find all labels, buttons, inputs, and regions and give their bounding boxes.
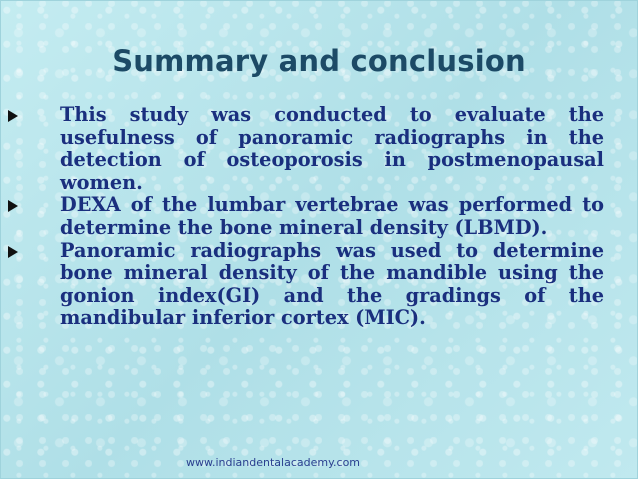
bullet-text: This study was conducted to evaluate the usefulness of panoramic radiographs in the detection of osteoporosis in postmenopausal women. <box>60 103 604 194</box>
bullet-item <box>8 104 604 194</box>
bullet-text: DEXA of the lumbar vertebrae was performed to determine the bone mineral density (LBMD). <box>60 193 604 239</box>
bullet-list <box>8 104 604 330</box>
bullet-arrow-icon <box>8 110 18 122</box>
bullet-item <box>8 194 604 239</box>
bullet-arrow-icon <box>8 246 18 258</box>
bullet-arrow-icon <box>8 200 18 212</box>
bullet-text: Panoramic radiographs was used to determine bone mineral density of the mandible using the gonion index(GI) and the gradings of the mandibular inferior cortex (MIC). <box>60 238 604 330</box>
bullet-item <box>8 240 604 330</box>
slide-title: Summary and conclusion <box>112 44 526 78</box>
footer-url: www.indiandentalacademy.com <box>186 456 361 469</box>
